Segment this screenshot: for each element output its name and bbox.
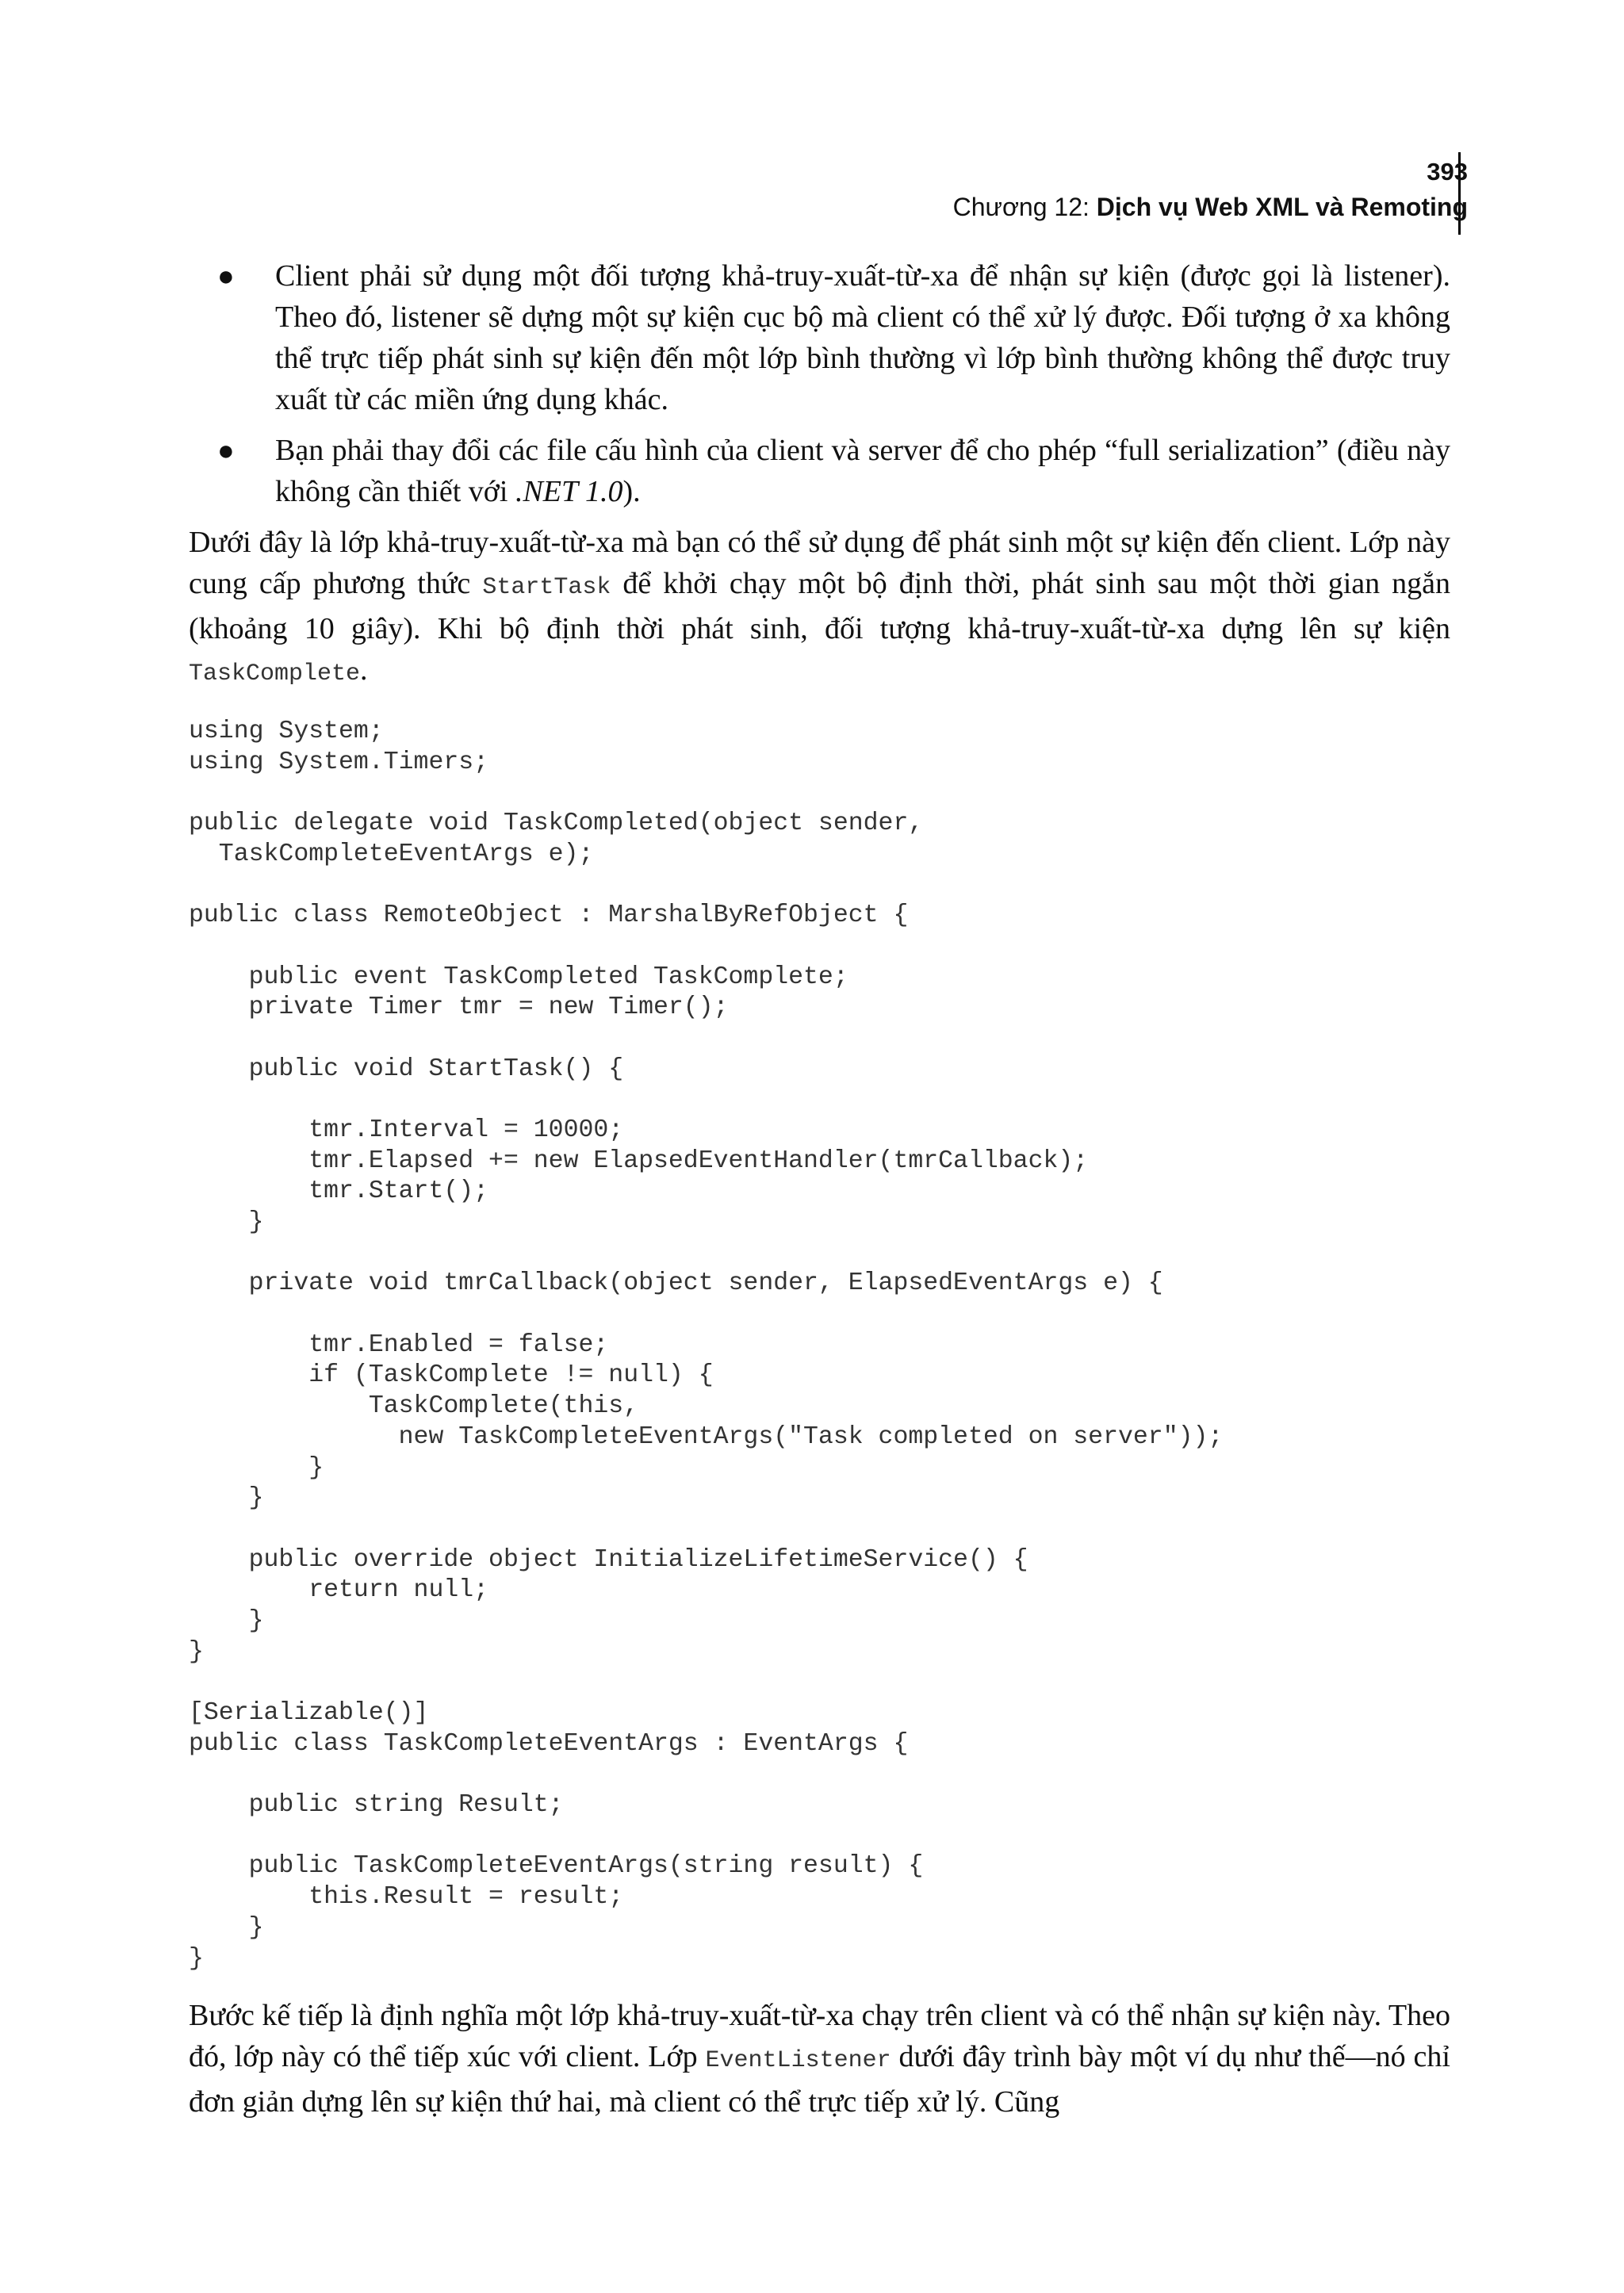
code-line: TaskCompleteEventArgs e);	[189, 840, 594, 868]
code-line: private Timer tmr = new Timer();	[189, 993, 729, 1022]
code-line: public void StartTask() {	[189, 1055, 624, 1083]
code-line: }	[189, 1637, 204, 1666]
code-line: }	[189, 1913, 264, 1942]
para-text: Dưới đây là lớp khả-truy-xuất-từ-xa mà bạn có thể sử dụng để phát sinh một sự kiện đến client. Lớp này cung cấp phương thức	[189, 526, 1450, 600]
code-line	[189, 932, 1450, 963]
code-line: [Serializable()]	[189, 1699, 429, 1727]
bullet-list	[189, 255, 1450, 512]
code-line: public class RemoteObject : MarshalByRefObject {	[189, 902, 909, 930]
code-line: }	[189, 1484, 264, 1513]
chapter-title: Dịch vụ Web XML và Remoting	[1096, 193, 1468, 221]
code-line: }	[189, 1208, 264, 1236]
code-line: tmr.Start();	[189, 1177, 489, 1206]
para-text: Bước kế tiếp là định nghĩa một lớp khả-truy-xuất-từ-xa chạy trên client và có thể nhận sự kiện này. Theo đó, lớp này có thể tiếp xúc với client. Lớp	[189, 1999, 1450, 2074]
bullet-text: Client phải sử dụng một đối tượng khả-truy-xuất-từ-xa để nhận sự kiện (được gọi là listener). Theo đó, listener sẽ dựng một sự kiện cục bộ mà client có thể xử lý được. Đối tượng ở xa không thể trực tiếp phát sinh sự kiện đến một lớp bình thường vì lớp bình thường không thể được truy xuất từ các miền ứng dụng khác.	[275, 259, 1450, 416]
code-line	[189, 1759, 1450, 1790]
inline-code: StartTask	[482, 574, 611, 601]
code-line: public event TaskCompleted TaskComplete;	[189, 963, 848, 991]
code-line: using System;	[189, 718, 384, 745]
bullet-item	[189, 430, 1450, 512]
page-body	[189, 255, 1450, 2123]
para-text: dưới đây trình bày một ví dụ như thế—nó chỉ đơn giản dựng lên sự kiện thứ hai, mà client có thể trực tiếp xử lý. Cũng	[189, 2040, 1450, 2119]
code-line	[189, 778, 1450, 809]
bullet-icon: ●	[217, 260, 235, 292]
code-listing	[189, 717, 1450, 1974]
page-header	[953, 155, 1468, 225]
code-line: if (TaskComplete != null) {	[189, 1361, 714, 1390]
inline-code: TaskComplete	[189, 660, 361, 687]
intro-paragraph	[189, 522, 1450, 695]
code-line: public TaskCompleteEventArgs(string result) {	[189, 1852, 924, 1881]
code-line: tmr.Interval = 10000;	[189, 1116, 624, 1144]
code-line	[189, 1024, 1450, 1055]
code-line: }	[189, 1453, 324, 1482]
code-line: }	[189, 1944, 204, 1973]
code-line: tmr.Elapsed += new ElapsedEventHandler(tmrCallback);	[189, 1146, 1089, 1175]
chapter-heading	[953, 189, 1468, 225]
bullet-text: Bạn phải thay đổi các file cấu hình của client và server để cho phép “full serialization” (điều này không cần thiết với	[275, 434, 1450, 508]
code-line: public class TaskCompleteEventArgs : EventArgs {	[189, 1729, 909, 1758]
page-number: 393	[1427, 158, 1468, 186]
code-line	[189, 1238, 1450, 1269]
code-line: using System.Timers;	[189, 748, 489, 776]
code-line	[189, 1085, 1450, 1116]
code-line: }	[189, 1606, 264, 1635]
code-line: this.Result = result;	[189, 1883, 624, 1912]
code-line: public delegate void TaskCompleted(object sender,	[189, 810, 924, 838]
bullet-icon: ●	[217, 434, 235, 466]
para-text: .	[360, 653, 368, 687]
chapter-prefix: Chương 12:	[952, 193, 1097, 221]
bullet-text-end: ).	[622, 475, 641, 508]
code-line: TaskComplete(this,	[189, 1392, 639, 1421]
code-line	[189, 1300, 1450, 1330]
code-line	[189, 1667, 1450, 1698]
code-line: public string Result;	[189, 1791, 564, 1820]
code-line	[189, 1514, 1450, 1545]
code-line: new TaskCompleteEventArgs("Task completed on server"));	[189, 1422, 1224, 1451]
next-step-paragraph	[189, 1995, 1450, 2123]
inline-code: EventListener	[705, 2047, 891, 2075]
bullet-italic-text: .NET 1.0	[515, 475, 623, 508]
code-line: private void tmrCallback(object sender, ElapsedEventArgs e) {	[189, 1269, 1163, 1298]
code-line: return null;	[189, 1576, 489, 1605]
bullet-item	[189, 255, 1450, 420]
code-line	[189, 870, 1450, 901]
code-line	[189, 1821, 1450, 1852]
code-line: public override object InitializeLifetimeService() {	[189, 1545, 1028, 1574]
para-text: để khởi chạy một bộ định thời, phát sinh sau một thời gian ngắn (khoảng 10 giây). Khi bộ định thời phát sinh, đối tượng khả-truy-xuất-từ-xa dựng lên sự kiện	[189, 567, 1450, 645]
code-line: tmr.Enabled = false;	[189, 1330, 609, 1359]
